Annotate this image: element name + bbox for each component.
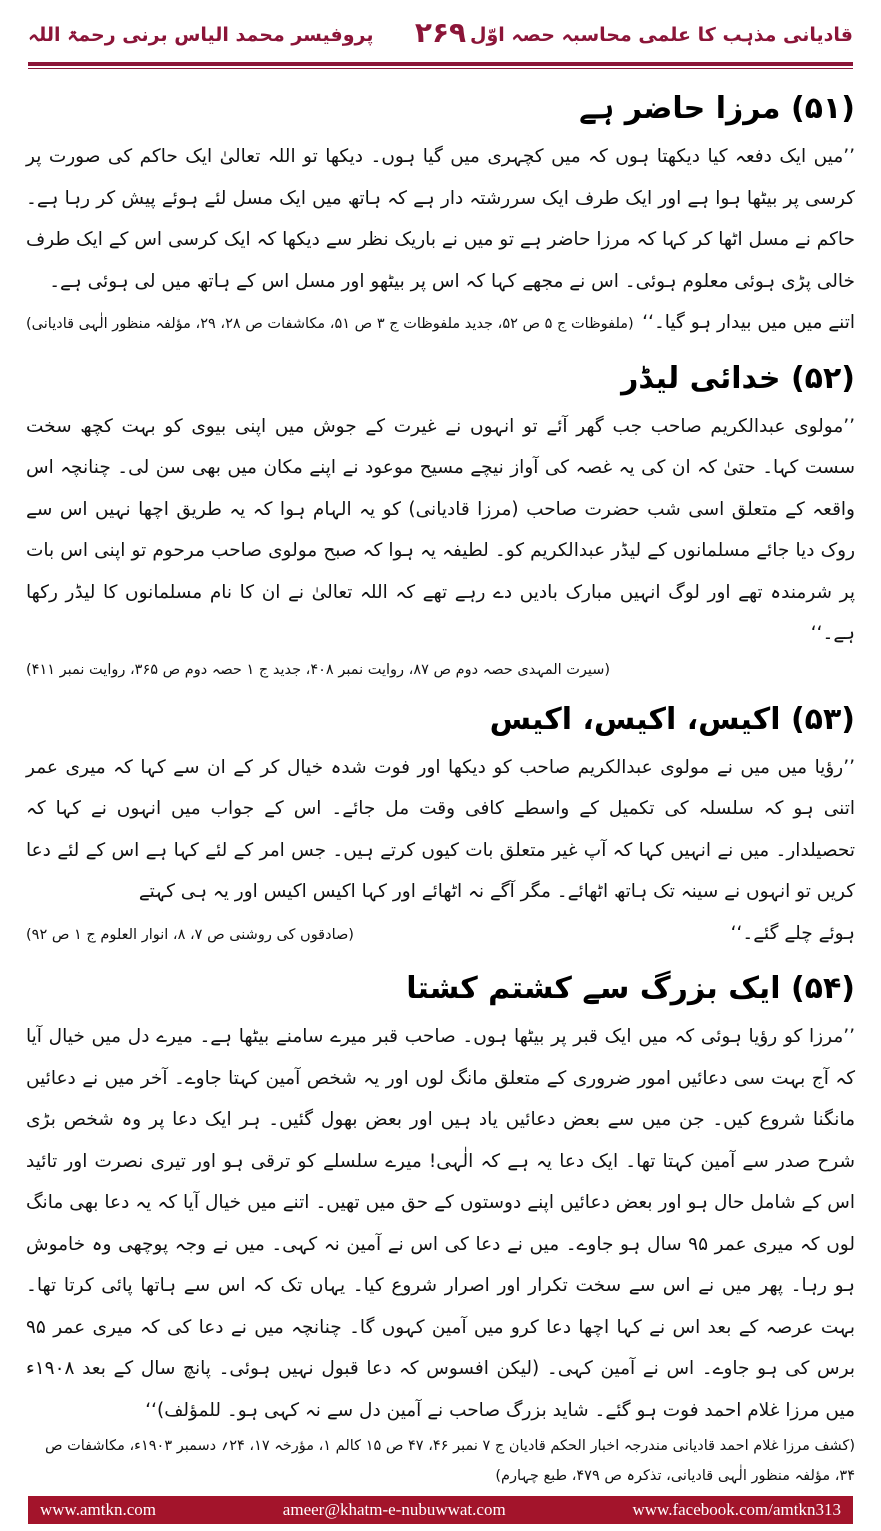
header-divider bbox=[28, 62, 853, 66]
footer-website-link[interactable]: www.amtkn.com bbox=[40, 1500, 156, 1519]
section-body: ’’مرزا کو رؤیا ہوئی کہ میں ایک قبر پر بیٹھا ہوں۔ صاحب قبر میرے سامنے بیٹھا ہے۔ میرے دل میں خیال آیا کہ آج بہت سی دعائیں امور ضروری کے متعلق مانگ لوں اور یہ شخص آمین کہتا جاوے۔ آخر میں نے دعائیں مانگنا شروع کیں۔ جن میں سے بعض دعائیں یاد ہیں اور بعض بھول گئیں۔ ہر ایک دعا پر وہ شخص بڑی شرح صدر سے آمین کہتا تھا۔ ایک دعا یہ ہے کہ الٰہی! میرے سلسلے کو ترقی ہو اور تیری نصرت اور تائید اس کے شامل حال ہو اور بعض دعائیں اپنے دوستوں کے حق میں تھیں۔ اتنے میں خیال آیا کہ یہ دعا بھی مانگ لوں کہ میری عمر ۹۵ سال ہو جاوے۔ میں نے دعا کی اس نے آمین نہ کہی۔ میں نے وجہ پوچھی وہ خاموش ہو رہا۔ پھر میں نے اس سے سخت تکرار اور اصرار شروع کیا۔ یہاں تک کہ اس سے ہاتھا پائی کرتا تھا۔ بہت عرصہ کے بعد اس نے کہا اچھا دعا کرو میں آمین کہوں گا۔ چنانچہ میں نے دعا کی کہ میری عمر ۹۵ برس کی ہو جاوے۔ اس نے آمین کہی۔ (لیکن افسوس کہ دعا قبول نہیں ہوئی۔ پانچ سال کے بعد ۱۹۰۸ء میں مرزا غلام احمد فوت ہو گئے۔ شاید بزرگ صاحب نے آمین دل سے نہ کہی ہو۔ للمؤلف)‘‘ bbox=[26, 1026, 855, 1421]
section-title: ایک بزرگ سے کشتم کشتا bbox=[406, 971, 781, 1006]
section-body: ’’میں ایک دفعہ کیا دیکھتا ہوں کہ میں کچہری میں گیا ہوں۔ دیکھا تو اللہ تعالیٰ ایک حاکم کی صورت پر کرسی پر بیٹھا ہوا ہے اور ایک طرف ایک سررشتہ دار ہے کہ ہاتھ میں ایک مسل لئے ہوئے پیش کر رہا ہے۔ حاکم نے مسل اٹھا کر کہا کہ مرزا حاضر ہے تو میں نے باریک نظر سے دیکھا کہ ایک کرسی اس کے ایک طرف خالی پڑی ہوئی معلوم ہوئی۔ اس نے مجھے کہا کہ اس پر بیٹھو اور مسل اس کے ہاتھ میں لی ہوئی ہے۔ bbox=[26, 146, 855, 292]
section-heading bbox=[26, 964, 855, 1014]
section-reference: (صادقوں کی روشنی ص ۷، ۸، انوار العلوم ج ۱ ص ۹۲) bbox=[26, 926, 354, 943]
section-body: ’’مولوی عبدالکریم صاحب جب گھر آئے تو انہوں نے غیرت کے جوش میں اپنی بیوی کو بہت کچھ سخت سست کہا۔ حتیٰ کہ ان کی یہ غصہ کی آواز نیچے مسیح موعود نے اپنے مکان میں بھی سن لی۔ چنانچہ اس واقعہ کے متعلق اسی شب حضرت صاحب (مرزا قادیانی) کو یہ الہام ہوا کہ یہ طریق اچھا نہیں اس سے روک دیا جائے مسلمانوں کے لیڈر عبدالکریم کو۔ لطیفہ یہ ہوا کہ صبح مولوی صاحب مرحوم تو اپنی اس بات پر شرمندہ تھے اور لوگ انہیں مبارک بادیں دے رہے تھے کہ اللہ تعالیٰ نے ان کا نام مسلمانوں کا لیڈر رکھا ہے۔‘‘ bbox=[26, 415, 855, 644]
section-number: (۵۱) bbox=[790, 91, 855, 126]
section-last-line: اتنے میں میں بیدار ہو گیا۔‘‘ bbox=[642, 312, 855, 333]
section-title: خدائی لیڈر bbox=[621, 360, 781, 396]
section-reference: (کشف مرزا غلام احمد قادیانی مندرجہ اخبار الحکم قادیان ج ۷ نمبر ۴۶، ۴۷ ص ۱۵ کالم ۱، مؤرخہ ۱۷، ۲۴؍ دسمبر ۱۹۰۳ء، مکاشفات ص ۳۴، مؤلفہ منظور الٰہی قادیانی، تذکرہ ص ۴۷۹، طبع چہارم) bbox=[44, 1438, 855, 1484]
section-reference: (سیرت المہدی حصہ دوم ص ۸۷، روایت نمبر ۴۰۸، جدید ج ۱ حصہ دوم ص ۳۶۵، روایت نمبر ۴۱۱) bbox=[26, 661, 611, 678]
page-header bbox=[28, 16, 853, 64]
footer-email-link[interactable]: ameer@khatm-e-nubuwwat.com bbox=[282, 1500, 506, 1519]
book-title: قادیانی مذہب کا علمی محاسبہ حصہ اوّل bbox=[469, 24, 853, 46]
section-title: اکیس، اکیس، اکیس bbox=[489, 701, 781, 737]
section-53 bbox=[26, 695, 855, 955]
section-title: مرزا حاضر ہے bbox=[579, 91, 781, 126]
reference-line bbox=[26, 913, 855, 955]
section-heading bbox=[26, 354, 855, 404]
section-52 bbox=[26, 354, 855, 685]
footer-facebook-link[interactable]: www.facebook.com/amtkn313 bbox=[632, 1500, 841, 1519]
section-number: (۵۴) bbox=[790, 971, 855, 1006]
section-54 bbox=[26, 964, 855, 1491]
section-reference: (ملفوظات ج ۵ ص ۵۲، جدید ملفوظات ج ۳ ص ۵۱، مکاشفات ص ۲۸، ۲۹، مؤلفہ منظور الٰہی قادیانی) bbox=[26, 316, 634, 332]
section-last-line: ہوئے چلے گئے۔‘‘ bbox=[730, 922, 855, 944]
section-number: (۵۳) bbox=[790, 701, 855, 737]
author-name: پروفیسر محمد الیاس برنی رحمۃ اللہ bbox=[28, 24, 374, 46]
page-footer bbox=[28, 1496, 853, 1524]
reference-line bbox=[26, 302, 855, 344]
page-content bbox=[26, 80, 855, 1501]
section-heading bbox=[26, 695, 855, 745]
header-divider-thin bbox=[28, 68, 853, 69]
section-number: (۵۲) bbox=[790, 360, 855, 396]
section-51 bbox=[26, 84, 855, 344]
section-heading bbox=[26, 84, 855, 134]
section-body: ’’رؤیا میں میں نے مولوی عبدالکریم صاحب کو دیکھا اور فوت شدہ خیال کر کے ان سے کہا کہ میری عمر اتنی ہو کہ سلسلہ کی تکمیل کے واسطے کافی وقت مل جائے۔ اس کے جواب میں انہوں نے کہا کہ تحصیلدار۔ میں نے انہیں کہا کہ آپ غیر متعلق بات کیوں کرتے ہیں۔ جس امر کے لئے کہا ہے اس کے لئے دعا کریں تو انہوں نے سینہ تک ہاتھ اٹھائے۔ مگر آگے نہ اٹھائے اور کہا اکیس اکیس اور یہ ہی کہتے bbox=[26, 756, 855, 902]
page-number: ۲۶۹ bbox=[414, 16, 467, 49]
